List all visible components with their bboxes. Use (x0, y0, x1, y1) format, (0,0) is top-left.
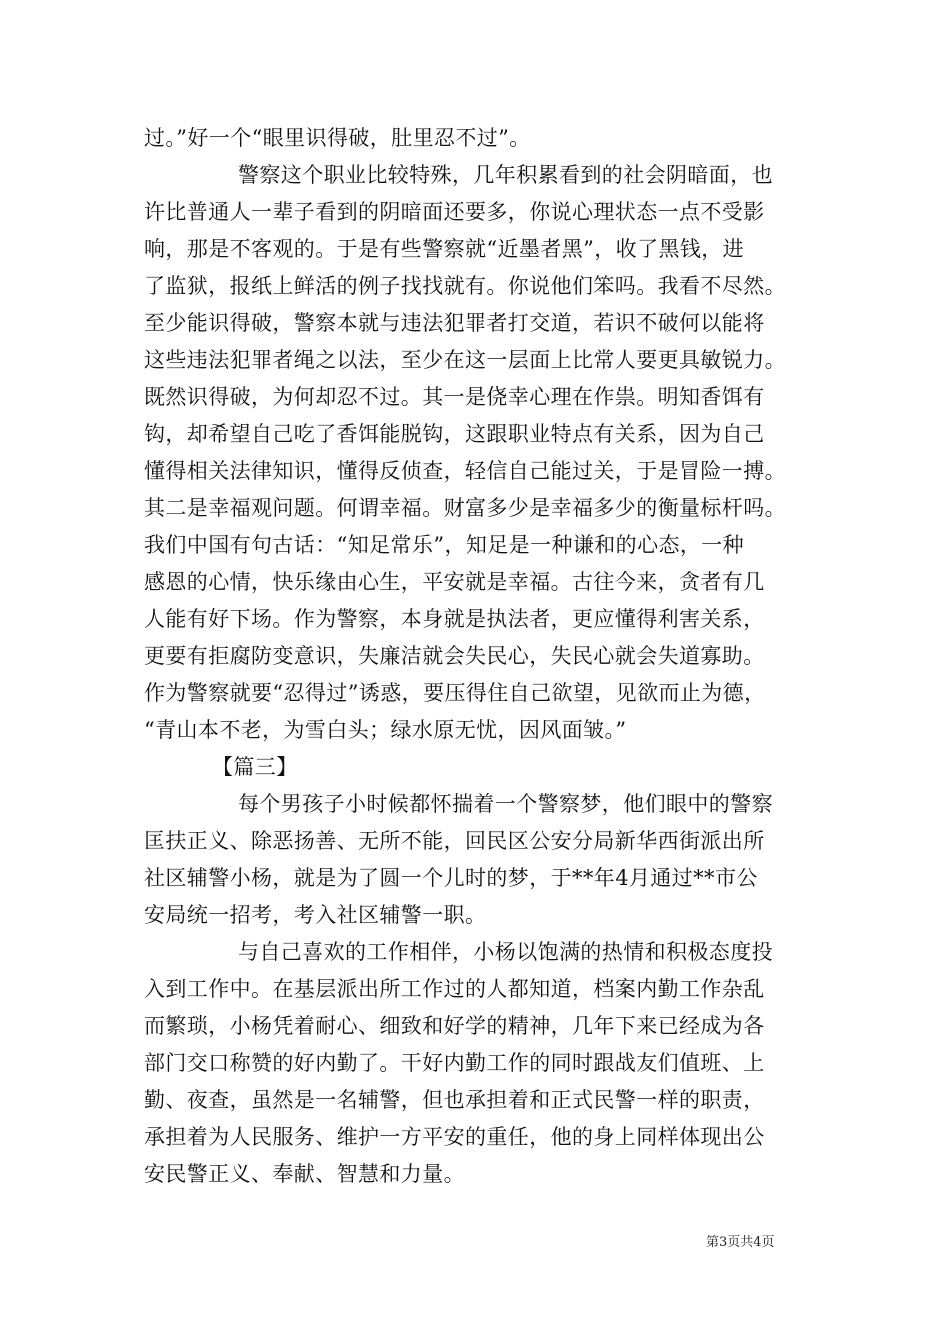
text-line: “青山本不老，为雪白头；绿水原无忧，因风面皱。” (144, 718, 627, 742)
text-line: 感恩的心情，快乐缘由心生，平安就是幸福。古往今来，贪者有几 (144, 570, 765, 594)
text-line: 入到工作中。在基层派出所工作过的人都知道，档案内勤工作杂乱 (144, 977, 765, 1001)
text-line: 响，那是不客观的。于是有些警察就“近墨者黑”，收了黑钱，进 (144, 237, 745, 261)
text-line: 钩，却希望自己吃了香饵能脱钩，这跟职业特点有关系，因为自己 (144, 422, 765, 446)
text-line: 作为警察就要“忍得过”诱惑，要压得住自己欲望，见欲而止为德， (144, 681, 766, 705)
paragraph-start: 每个男孩子小时候都怀揣着一个警察梦，他们眼中的警察 (238, 792, 773, 816)
text-line: 过。”好一个“眼里识得破，肚里忍不过”。 (144, 126, 531, 150)
text-line: 更要有拒腐防变意识，失廉洁就会失民心，失民心就会失道寡助。 (144, 644, 765, 668)
text-line: 我们中国有句古话：“知足常乐”，知足是一种谦和的心态，一种 (144, 533, 745, 557)
text-line: 安局统一招考，考入社区辅警一职。 (144, 903, 487, 927)
text-line: 至少能识得破，警察本就与违法犯罪者打交道，若识不破何以能将 (144, 311, 765, 335)
text-line: 既然识得破，为何却忍不过。其一是侥幸心理在作祟。明知香饵有 (144, 385, 765, 409)
text-line: 懂得相关法律知识，懂得反侦查，轻信自己能过关，于是冒险一搏。 (144, 459, 786, 483)
text-line: 勤、夜查，虽然是一名辅警，但也承担着和正式民警一样的职责， (144, 1088, 765, 1112)
page-number-footer: 第3页共4页 (706, 1235, 775, 1250)
text-line: 匡扶正义、除恶扬善、无所不能，回民区公安分局新华西街派出所 (144, 829, 765, 853)
paragraph-start: 警察这个职业比较特殊，几年积累看到的社会阴暗面，也 (238, 163, 773, 187)
text-line: 人能有好下场。作为警察，本身就是执法者，更应懂得利害关系， (144, 607, 765, 631)
text-line: 而繁琐，小杨凭着耐心、细致和好学的精神，几年下来已经成为各 (144, 1014, 765, 1038)
text-line: 社区辅警小杨，就是为了圆一个儿时的梦，于**年4月通过**市公 (144, 866, 758, 890)
text-line: 安民警正义、奉献、智慧和力量。 (144, 1162, 465, 1186)
text-line: 这些违法犯罪者绳之以法，至少在这一层面上比常人要更具敏锐力。 (144, 348, 786, 372)
text-line: 承担着为人民服务、维护一方平安的重任，他的身上同样体现出公 (144, 1125, 765, 1149)
text-line: 部门交口称赞的好内勤了。干好内勤工作的同时跟战友们值班、上 (144, 1051, 765, 1075)
text-line: 许比普通人一辈子看到的阴暗面还要多，你说心理状态一点不受影 (144, 200, 765, 224)
paragraph-start: 与自己喜欢的工作相伴，小杨以饱满的热情和积极态度投 (238, 940, 773, 964)
text-line: 了监狱，报纸上鲜活的例子找找就有。你说他们笨吗。我看不尽然。 (144, 274, 786, 298)
section-heading: 【篇三】 (212, 755, 298, 779)
text-line: 其二是幸福观问题。何谓幸福。财富多少是幸福多少的衡量标杆吗。 (144, 496, 786, 520)
